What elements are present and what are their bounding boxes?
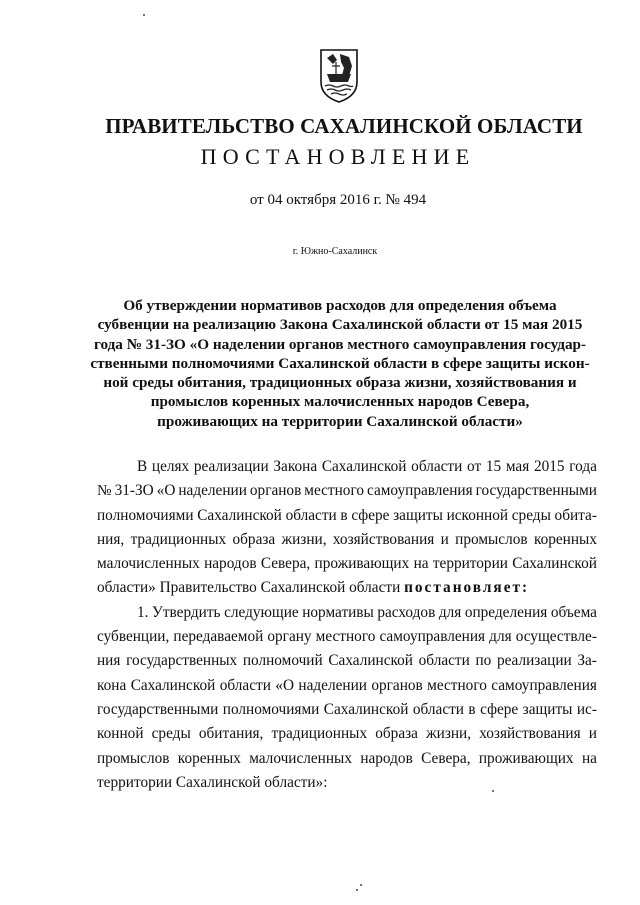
body-line: государственными полномочиями Сахалинской области в сфере защиты ис-	[97, 700, 597, 718]
body-line: конной среды обитания, традиционных образа жизни, хозяйствования и	[97, 725, 597, 743]
body-line: субвенции, передаваемой органу местного самоуправления для осуществле-	[97, 628, 597, 646]
body-line: ния, традиционных образа жизни, хозяйствования и промыслов коренных	[97, 530, 597, 548]
body-line-final	[97, 576, 597, 600]
document-heading	[90, 296, 590, 431]
heading-line: года № 31-ЗО «О наделении органов местного самоуправления государ-	[93, 335, 587, 353]
body-line: В целях реализации Закона Сахалинской области от 15 мая 2015 года	[137, 458, 597, 475]
document-date-number: от 04 октября 2016 г. № 494	[249, 192, 427, 208]
body-line: полномочиями Сахалинской области в сфере защиты исконной среды обита-	[97, 506, 597, 524]
body-text: области» Правительство Сахалинской области	[97, 579, 405, 597]
body-line: № 31-ЗО «О наделении органов местного самоуправления государственными	[97, 482, 597, 500]
body-line: ния государственных полномочий Сахалинской области по реализации За-	[97, 652, 597, 670]
body-line: территории Сахалинской области»:	[97, 773, 328, 791]
body-line: 1. Утвердить следующие нормативы расходов для определения объема	[137, 603, 597, 621]
body-line: малочисленных народов Севера, проживающих на территории Сахалинской	[97, 555, 597, 573]
document-city: г. Южно-Сахалинск	[292, 246, 378, 257]
sakhalin-coat-of-arms-icon	[319, 48, 359, 104]
scan-speck	[492, 790, 494, 792]
heading-line: ственными полномочиями Сахалинской области в сфере защиты искон-	[90, 354, 590, 372]
heading-line: субвенции на реализацию Закона Сахалинской области от 15 мая 2015	[97, 316, 583, 334]
heading-line: Об утверждении нормативов расходов для определения объема	[123, 297, 557, 314]
coat-of-arms-graphic	[319, 48, 359, 104]
document-type: ПОСТАНОВЛЕНИЕ	[200, 144, 476, 169]
scan-speck	[143, 14, 145, 16]
resolution-keyword: постановляет:	[404, 579, 530, 597]
body-line: кона Сахалинской области «О наделении органов местного самоуправления	[97, 676, 597, 694]
body-line: промыслов коренных малочисленных народов Севера, проживающих на	[97, 749, 597, 767]
organization-name: ПРАВИТЕЛЬСТВО САХАЛИНСКОЙ ОБЛАСТИ	[105, 114, 583, 138]
scan-speck	[356, 889, 358, 891]
heading-line: ной среды обитания, традиционных образа жизни, хозяйствования и	[103, 374, 577, 392]
document-body	[97, 455, 597, 795]
heading-line: промыслов коренных малочисленных народов Севера,	[150, 393, 530, 411]
scan-speck	[360, 884, 362, 886]
heading-line: проживающих на территории Сахалинской области»	[157, 412, 523, 430]
